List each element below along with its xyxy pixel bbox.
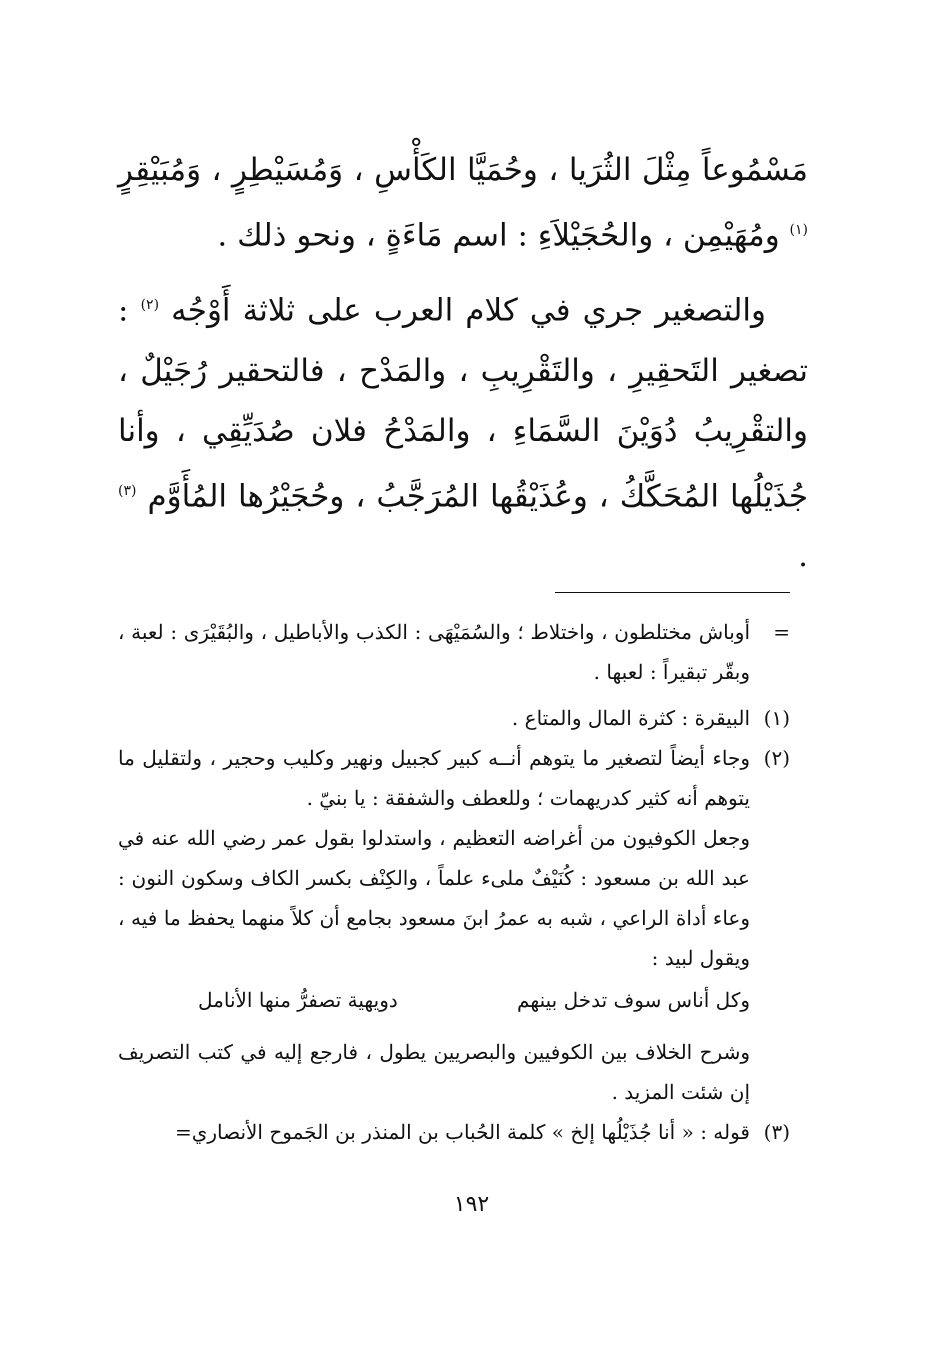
main-paragraph: والتصغير جري في كلام العرب على ثلاثة أَوْجُه $^{(٢)}$ : تصغير التَحقِيرِ ، والتَقْرِيبِ ، والمَدْح ، فالتحقير رُجَيْلٌ ، والتقْرِيبُ دُوَيْنَ السَّمَاءِ ، والمَدْحُ فلان صُدَيِّقِي ، وأنا جُذَيْلُها المُحَكَّكُ ، وعُذَيْقُها المُرَجَّبُ ، وحُجَيْرُها المُأَوَّم $^{(٣)}$ . xyxy=(118,292,809,574)
footnote-text: البيقرة : كثرة المال والمتاع . xyxy=(511,706,750,730)
footnote-text: وجعل الكوفيون من أغراضه التعظيم ، واستدلوا بقول عمر رضي الله عنه في عبد الله بن مسعود : كُنَيْفٌ ملىء علماً ، والكِنْف بكسر الكاف وسكون النون : وعاء أداة الراعي ، شبه به عمرُ ابنَ مسعود بجامع أن كلاً منهما يحفظ ما فيه ، ويقول لبيد : xyxy=(118,826,750,970)
footnote-3 xyxy=(118,1112,790,1152)
footnote-ref-2: (٢) xyxy=(140,297,160,314)
footnote-text: أوباش مختلطون ، واختلاط ؛ والسُمَيْهَى : الكذب والأباطيل ، والبُقَيْرَى : لعبة ، وبقّر تبقيراً : لعبها . xyxy=(118,620,750,684)
footnote-continuation xyxy=(118,612,790,692)
main-text xyxy=(118,140,808,586)
footnote-mark: = xyxy=(773,620,790,644)
footnote-text: وجاء أيضاً لتصغير ما يتوهم أنــه كبير كجبيل ونهير وكليب وحجير ، ولتقليل ما يتوهم أنه كثير كدريهمات ؛ وللعطف والشفقة : يا بنيّ . xyxy=(118,746,750,810)
poem-verse xyxy=(118,980,750,1020)
footnote-ref-1: (١) xyxy=(789,222,808,238)
footnote-1 xyxy=(118,698,790,738)
page-number: ١٩٢ xyxy=(453,1192,490,1217)
footnote-separator xyxy=(555,592,790,593)
footnote-mark: (٣) xyxy=(763,1120,790,1144)
footnote-text: قوله : « أنا جُذَيْلُها إلخ » كلمة الحُباب بن المنذر بن الجَموح الأنصاري= xyxy=(174,1120,750,1144)
footnote-mark: (١) xyxy=(763,706,790,730)
footnotes xyxy=(118,612,790,1152)
verse-hemistich-first: وكل أناس سوف تدخل بينهم xyxy=(517,988,750,1012)
footnote-ref-3: (٣) xyxy=(118,482,137,499)
footnote-mark: (٢) xyxy=(763,746,790,770)
footnote-text: وشرح الخلاف بين الكوفيين والبصريين يطول ، فارجع إليه في كتب التصريف إن شئت المزيد . xyxy=(118,1040,750,1104)
footnote-2 xyxy=(118,738,790,1112)
verse-hemistich-second: دويهية تصفرُّ منها الأنامل xyxy=(198,988,398,1012)
main-paragraph: مَسْمُوعاً مِثْلَ الثُرَيا ، وحُمَيَّا الكَأْسِ ، وَمُسَيْطِرٍ ، وَمُبَيْقِرٍ $^{(١)}$ ومُهَيْمِن ، والحُجَيْلاَءِ : اسم مَاءَةٍ ، ونحو ذلك . xyxy=(118,152,808,254)
